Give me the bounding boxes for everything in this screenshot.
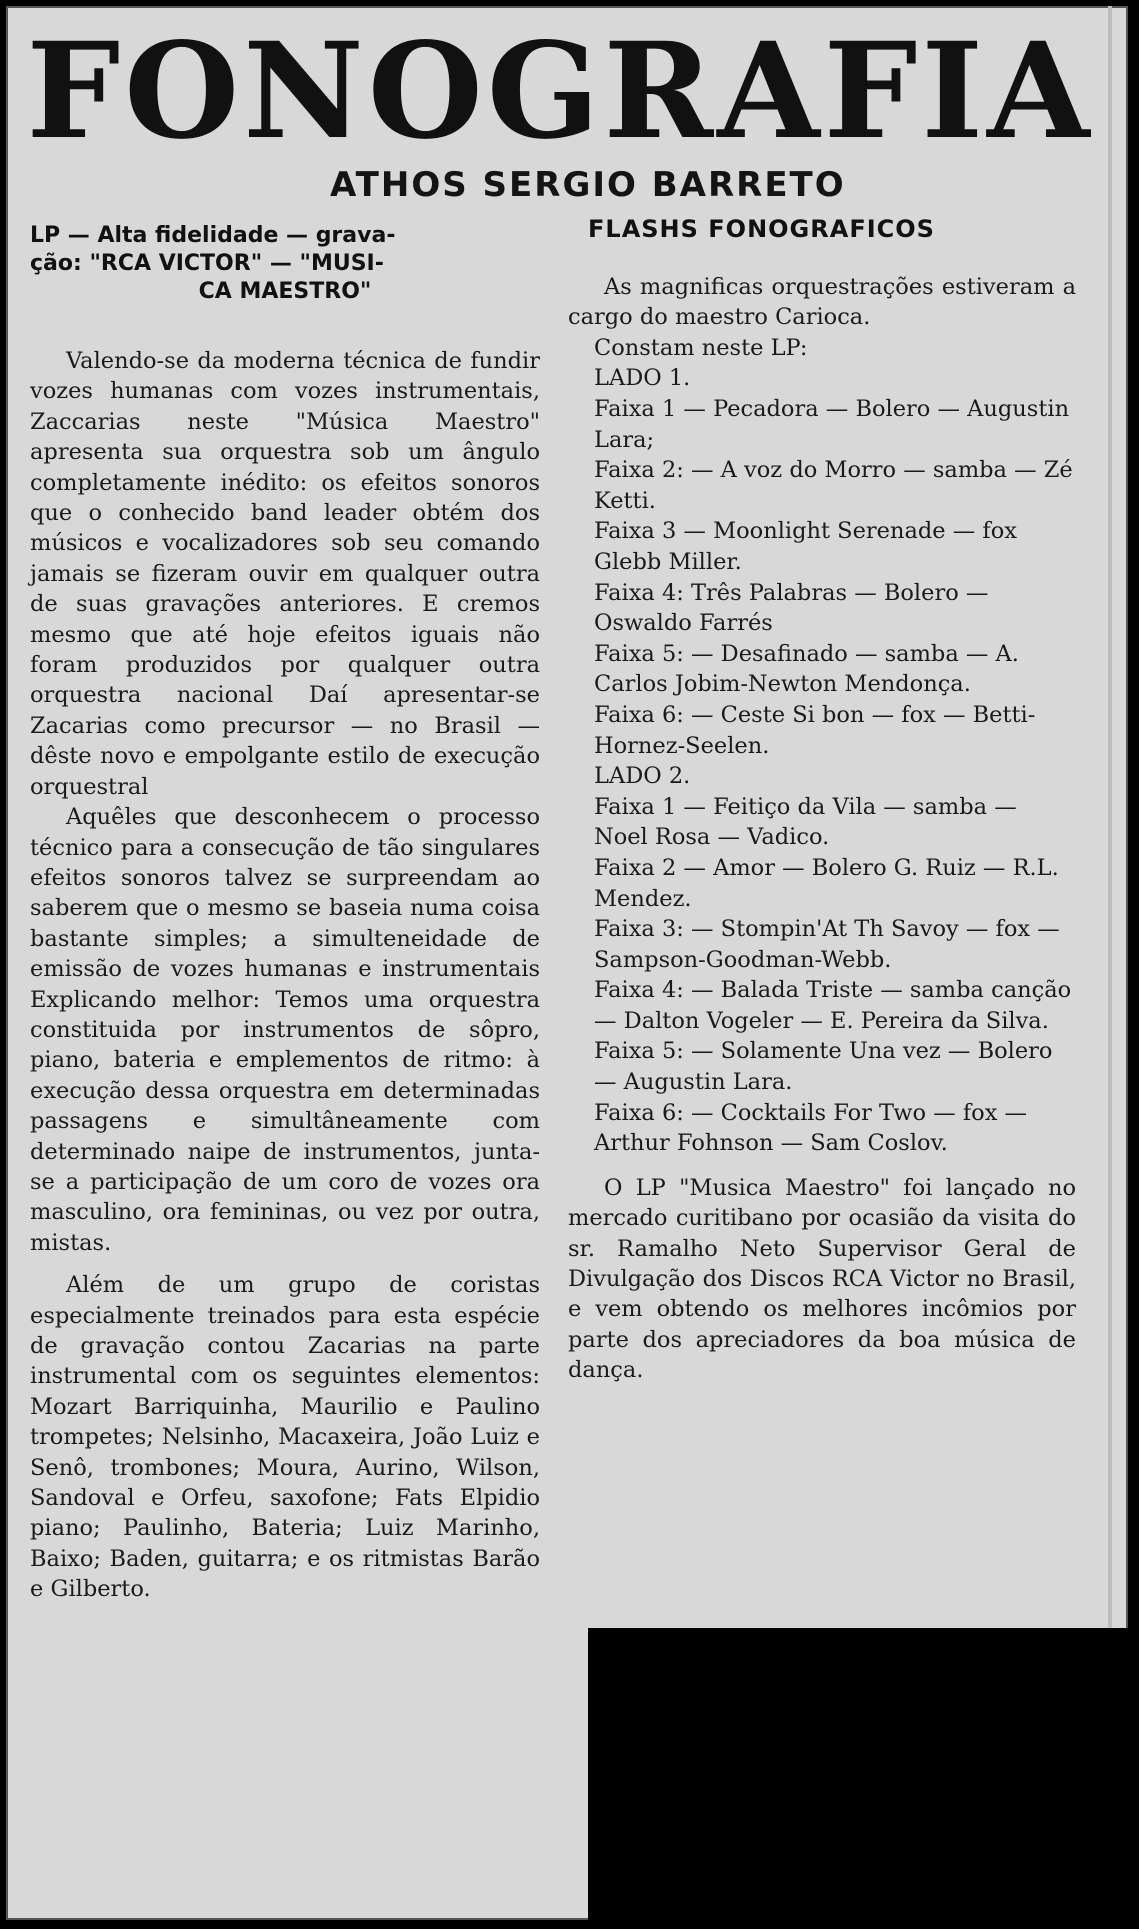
track-line: Faixa 5: — Desafinado — samba — A. Carlos Jobim-Newton Mendonça. (594, 640, 1019, 698)
track-line: Faixa 3 — Moonlight Serenade — fox Glebb Miller. (594, 518, 1017, 575)
track-line: Faixa 2: — A voz do Morro — samba — Zé Ketti. (594, 457, 1073, 514)
closing-paragraph: O LP "Musica Maestro" foi lançado no mercado curitibano por ocasião da visita do sr. Ramalho Neto Supervisor Geral de Divulgação dos Discos RCA Victor no Brasil, e vem obtendo os melhores incômios por parte dos apreciadores da boa música de dança. (568, 1174, 1076, 1384)
track-line: LADO 1. (594, 365, 691, 392)
page-edge (1108, 6, 1112, 1628)
track-line: Faixa 3: — Stompin'At Th Savoy — fox — Sampson-Goodman-Webb. (594, 916, 1060, 973)
track-line: Faixa 4: — Balada Triste — samba canção — Dalton Vogeler — E. Pereira da Silva. (594, 977, 1072, 1034)
right-column (568, 208, 1076, 1386)
left-column (30, 222, 540, 1605)
masthead: FONOGRAFIA (26, 14, 1094, 169)
track-line: Faixa 6: — Ceste Si bon — fox — Betti-Hornez-Seelen. (594, 701, 1036, 759)
track-line: Faixa 2 — Amor — Bolero G. Ruiz — R.L. Mendez. (594, 854, 1059, 912)
header-line-3: CA MAESTRO" (198, 279, 372, 304)
paragraph-2: Aquêles que desconhecem o processo técnico para a consecução de tão singulares efeitos sonoros talvez se surpreendam ao saberem que o mesmo se baseia numa coisa bastante simples; a simulteneidade de emissão de vozes humanas e instrumentais Explicando melhor: Temos uma orquestra constituida por instrumentos de sôpro, piano, bateria e emplementos de ritmo: à execução dessa orquestra em determinadas passagens e simultâneamente com determinado naipe de instrumentos, junta-se a participação de um coro de vozes ora masculino, ora femininas, ou vez por outra, mistas. (30, 804, 540, 1256)
track-line: Constam neste LP: (594, 334, 808, 361)
header-line-1: LP — Alta fidelidade — grava- (30, 223, 396, 248)
track-line: Faixa 1 — Pecadora — Bolero — Augustin Lara; (594, 396, 1070, 453)
intro-paragraph: As magnificas orquestrações estiveram a cargo do maestro Carioca. (568, 274, 1076, 331)
track-line: Faixa 6: — Cocktails For Two — fox — Arthur Fohnson — Sam Coslov. (594, 1099, 1028, 1157)
track-line: Faixa 5: — Solamente Una vez — Bolero — Augustin Lara. (594, 1038, 1053, 1096)
byline: ATHOS SERGIO BARRETO (330, 165, 846, 205)
paragraph-1: Valendo-se da moderna técnica de fundir vozes humanas com vozes instrumentais, Zaccarias neste "Música Maestro" apresenta sua orquestra sob um ângulo completamente inédito: os efeitos sonoros que o conhecido band leader obtém dos músicos e vocalizadores sob seu comando jamais se fizeram ouvir em qualquer outra de suas gravações anteriores. E cremos mesmo que até hoje efeitos iguais não foram produzidos por qualquer outra orquestra nacional Daí apresentar-se Zacarias como precursor — no Brasil — dêste novo e empolgante estilo de execução orquestral (30, 348, 540, 800)
track-list (568, 272, 1076, 1159)
section-title: FLASHS FONOGRAFICOS (588, 215, 935, 243)
empty-corner (588, 1628, 1139, 1929)
track-line: Faixa 4: Três Palabras — Bolero — Oswaldo Farrés (594, 579, 989, 637)
article-header (30, 222, 540, 306)
header-line-2: ção: "RCA VICTOR" — "MUSI- (30, 251, 384, 276)
track-line: LADO 2. (594, 763, 691, 790)
track-line: Faixa 1 — Feitiço da Vila — samba — Noel Rosa — Vadico. (594, 793, 1017, 851)
paragraph-3: Além de um grupo de coristas especialmente treinados para esta espécie de gravação contou Zacarias na parte instrumental com os seguintes elementos: Mozart Barriquinha, Maurilio e Paulino trompetes; Nelsinho, Macaxeira, João Luiz e Senô, trombones; Moura, Aurino, Wilson, Sandoval e Orfeu, saxofone; Fats Elpidio piano; Paulinho, Bateria; Luiz Marinho, Baixo; Baden, guitarra; e os ritmistas Barão e Gilberto. (30, 1272, 540, 1603)
